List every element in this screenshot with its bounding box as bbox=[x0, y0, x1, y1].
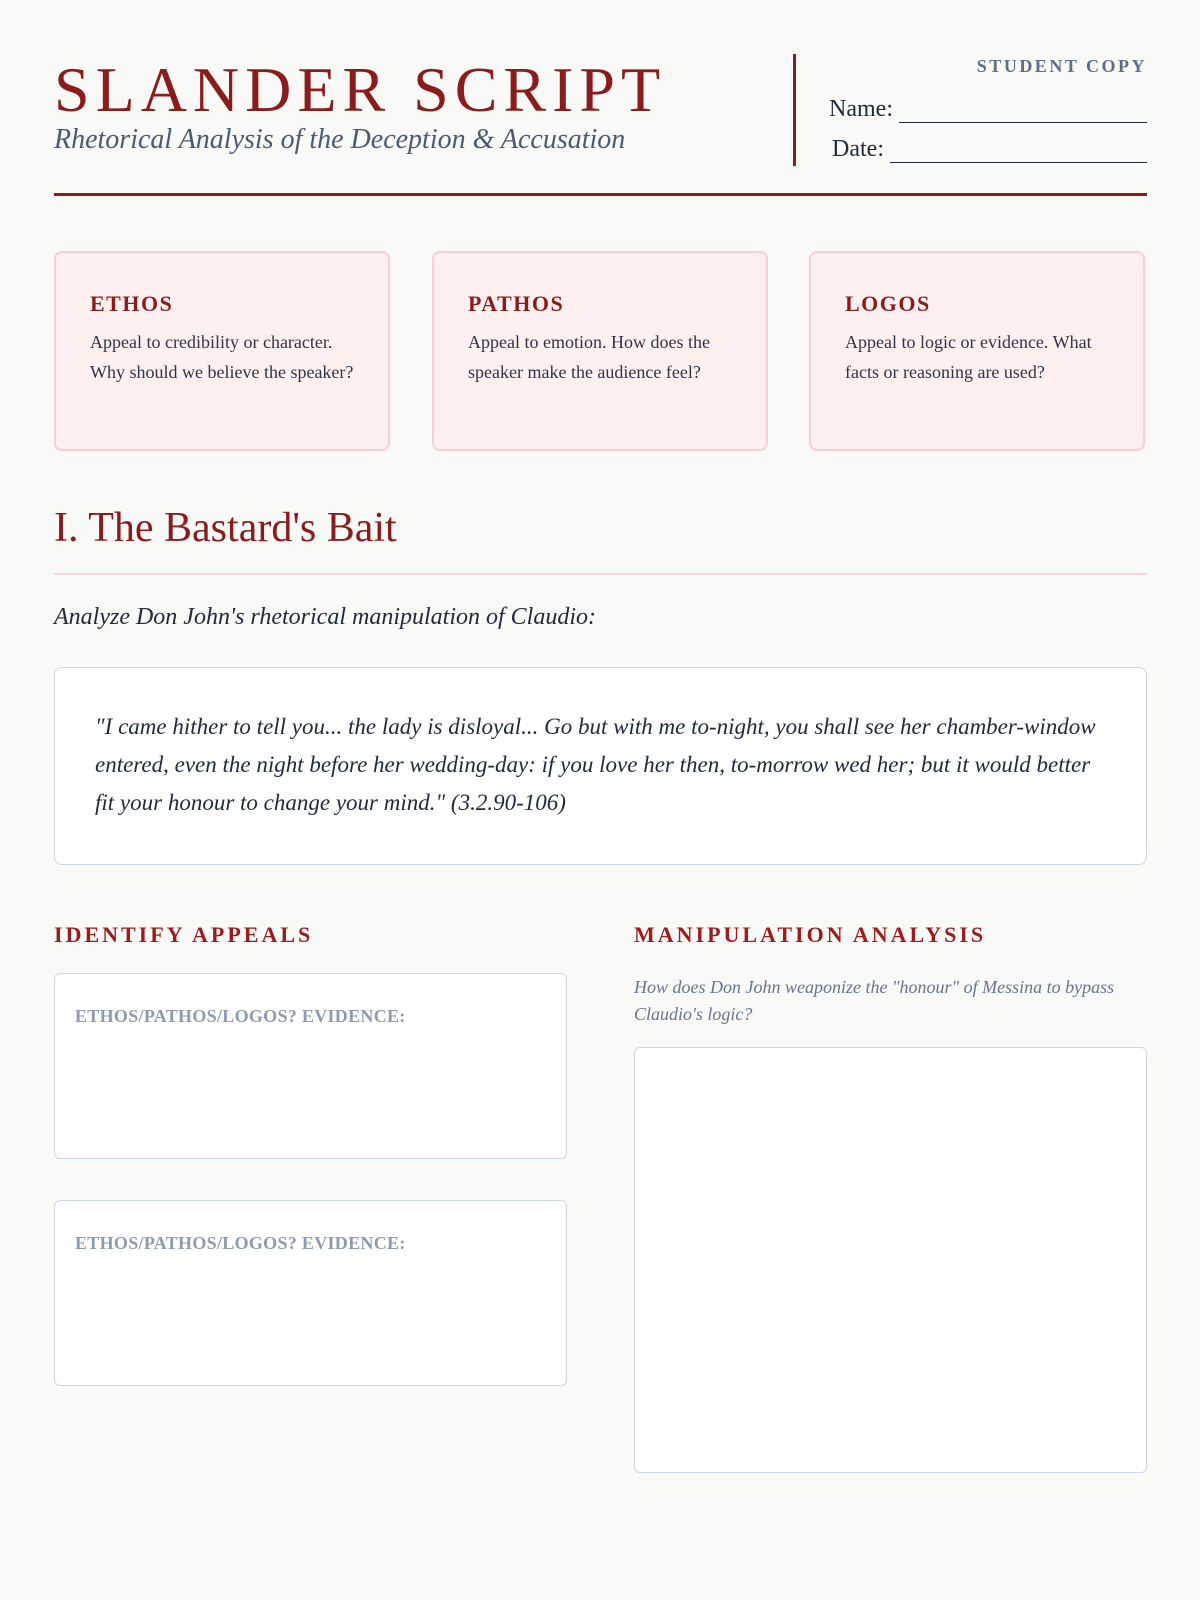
student-copy-label: STUDENT COPY bbox=[976, 56, 1147, 76]
pathos-card-title: PATHOS bbox=[468, 291, 565, 316]
manipulation-analysis-question: How does Don John weaponize the "honour" of Messina to bypass Claudio's logic? bbox=[634, 977, 1115, 1024]
logos-card-description: Appeal to logic or evidence. What facts or reasoning are used? bbox=[845, 332, 1092, 382]
manipulation-analysis-heading: MANIPULATION ANALYSIS bbox=[634, 922, 987, 947]
manipulation-analysis-box[interactable] bbox=[634, 1047, 1147, 1473]
ethos-card-title: ETHOS bbox=[90, 291, 174, 316]
date-line[interactable] bbox=[890, 140, 1147, 163]
pathos-card-description: Appeal to emotion. How does the speaker make the audience feel? bbox=[468, 332, 710, 382]
name-field bbox=[829, 96, 1147, 123]
identify-appeals-heading: IDENTIFY APPEALS bbox=[54, 922, 314, 947]
name-line[interactable] bbox=[899, 100, 1147, 123]
name-label: Name: bbox=[829, 96, 893, 122]
section-title: I. The Bastard's Bait bbox=[54, 505, 397, 551]
pathos-card bbox=[432, 251, 768, 451]
date-label: Date: bbox=[832, 136, 884, 162]
worksheet-title: SLANDER SCRIPT bbox=[54, 54, 667, 125]
quote-box bbox=[54, 667, 1147, 865]
header-divider bbox=[793, 54, 796, 166]
logos-card bbox=[809, 251, 1145, 451]
section-prompt: Analyze Don John's rhetorical manipulation of Claudio: bbox=[54, 604, 596, 630]
date-field bbox=[832, 136, 1147, 163]
worksheet-subtitle: Rhetorical Analysis of the Deception & Accusation bbox=[54, 124, 626, 155]
header-rule bbox=[54, 193, 1147, 196]
evidence-label: ETHOS/PATHOS/LOGOS? EVIDENCE: bbox=[75, 1233, 406, 1253]
evidence-label: ETHOS/PATHOS/LOGOS? EVIDENCE: bbox=[75, 1006, 406, 1026]
logos-card-title: LOGOS bbox=[845, 291, 931, 316]
section-rule bbox=[54, 573, 1147, 575]
ethos-card-description: Appeal to credibility or character. Why should we believe the speaker? bbox=[90, 332, 354, 382]
evidence-box-2[interactable] bbox=[54, 1200, 567, 1386]
evidence-box-1[interactable] bbox=[54, 973, 567, 1159]
quote-text: "I came hither to tell you... the lady is disloyal... Go but with me to-night, you shall see her chamber-window entered, even the night before her wedding-day: if you love her then, to-morrow wed her; but it would better fit your honour to change your mind." (3.2.90-106) bbox=[95, 714, 1096, 815]
ethos-card bbox=[54, 251, 390, 451]
